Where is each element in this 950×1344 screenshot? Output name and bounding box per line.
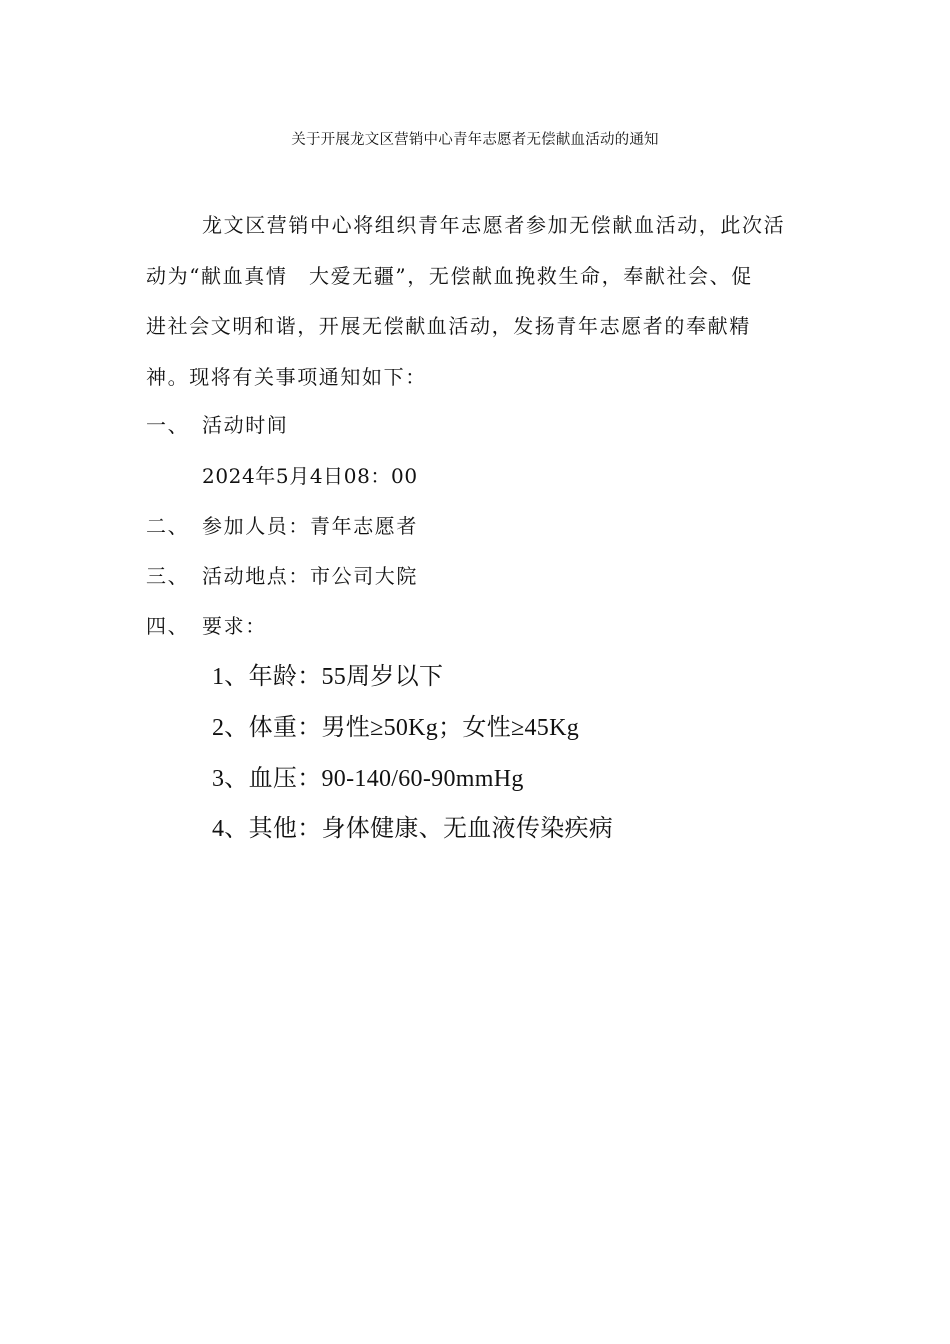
intro-line: 神。现将有关事项通知如下： [146, 364, 427, 389]
section-requirements [146, 610, 267, 639]
section-participants [146, 510, 418, 539]
requirement-blood-pressure: 3、血压：90-140/60-90mmHg [212, 766, 524, 792]
time-detail: 2024年5月4日08：00 [202, 464, 418, 488]
section-text: 参加人员：青年志愿者 [202, 514, 418, 538]
requirement-other: 4、其他：身体健康、无血液传染疾病 [212, 816, 614, 842]
requirement-weight: 2、体重：男性≥50Kg；女性≥45Kg [212, 715, 580, 741]
section-location [146, 560, 418, 589]
intro-line: 龙文区营销中心将组织青年志愿者参加无偿献血活动，此次活 [202, 213, 786, 237]
section-time [146, 409, 288, 438]
intro-paragraph [146, 200, 811, 402]
section-number: 二、 [146, 514, 190, 538]
section-text: 活动时间 [202, 413, 289, 437]
intro-line: 进社会文明和谐，开展无偿献血活动，发扬青年志愿者的奉献精 [146, 314, 751, 338]
section-text: 活动地点：市公司大院 [202, 564, 418, 588]
requirement-age: 1、年龄：55周岁以下 [212, 664, 444, 690]
section-number: 一、 [146, 413, 190, 437]
section-number: 三、 [146, 564, 190, 588]
section-text: 要求： [202, 614, 267, 638]
document-title: 关于开展龙文区营销中心青年志愿者无偿献血活动的通知 [291, 132, 659, 148]
intro-line: 动为“献血真情 大爱无疆”，无偿献血挽救生命，奉献社会、促 [146, 263, 753, 288]
section-number: 四、 [146, 614, 190, 638]
